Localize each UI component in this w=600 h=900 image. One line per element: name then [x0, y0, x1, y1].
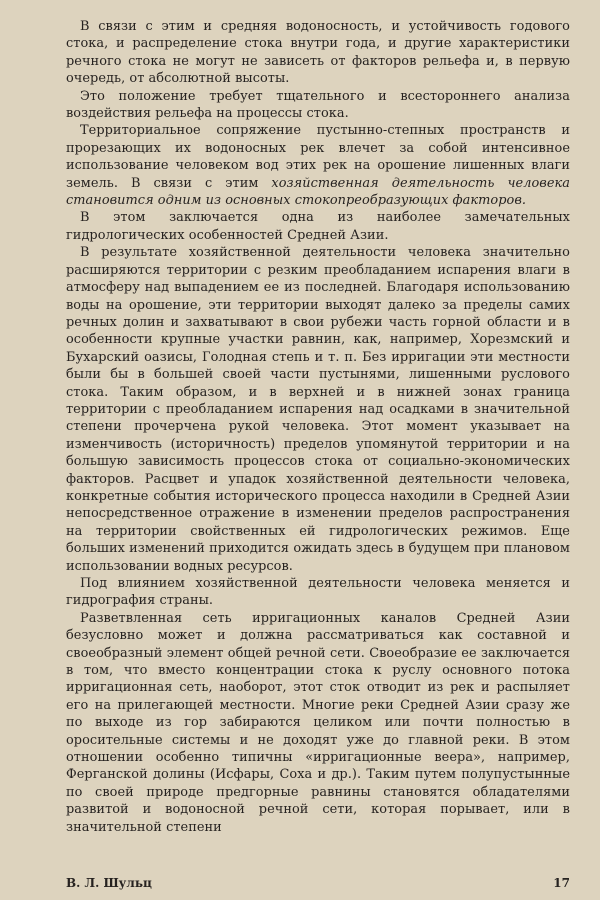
- paragraph-2: Это положение требует тщательного и всестороннего анализа воздействия рельефа на процессы стока.: [66, 88, 570, 122]
- paragraph-3: Территориальное сопряжение пустынно-степных пространств и прорезающих их водоносных рек влечет за собой интенсивное использование человеком вод этих рек на орошение лишенных влаги земель. В связи с этим хозяйственная деятельность человека становится одним из основных стокопреобразующих факторов.: [66, 123, 571, 209]
- paragraph-6: Под влиянием хозяйственной деятельности человека меняется и гидрография страны.: [66, 576, 570, 609]
- page-footer: [66, 876, 570, 890]
- paragraph-4: В этом заключается одна из наиболее замечательных гидрологических особенностей Средней Азии.: [66, 210, 570, 243]
- paragraph-1: В связи с этим и средняя водоносность, и устойчивость годового стока, и распределение стока внутри года, и другие характеристики речного стока не могут не зависеть от факторов рельефа и, в первую очередь, от абсолютной высоты.: [66, 19, 570, 87]
- italic-emphasis: хозяйственная деятельность человека становится одним из основных стокопреобразующих факторов.: [66, 175, 571, 209]
- paragraph-5: В результате хозяйственной деятельности человека значительно расширяются территории с резким преобладанием испарения влаги в атмосферу над выпадением ее из последней. Благодаря использованию воды на орошение, эти территории выходят далеко за пределы самих речных долин и захватывают в свои рубежи часть горной области и в особенности крупные участки равнин, как, например, Хорезмский и Бухарский оазисы, Голодная степь и т. п. Без ирригации эти местности были бы в большей своей части пустынями, лишенными руслового стока. Таким образом, и в верхней и в нижней зонах граница территории с преобладанием испарения над осадками в значительной степени прочерчена рукой человека. Этот момент указывает на изменчивость (историчность) пределов упомянутой территории и на большую зависимость процессов стока от социально-экономических факторов. Расцвет и упадок хозяйственной деятельности человека, конкретные события исторического процесса находили в Средней Азии непосредственное отражение в изменении пределов распространения на территории свойственных ей гидрологических режимов. Еще больших изменений приходится ожидать здесь в будущем при плановом использовании водных ресурсов.: [66, 245, 570, 574]
- author-name: В. Л. Шульц: [66, 876, 152, 890]
- body-text: [66, 18, 570, 836]
- page-number: 17: [553, 876, 570, 890]
- paragraph-7: Разветвленная сеть ирригационных каналов Средней Азии безусловно может и должна рассматриваться как составной и своеобразный элемент общей речной сети. Своеобразие ее заключается в том, что вместо концентрации стока к руслу основного потока ирригационная сеть, наоборот, этот сток отводит из рек и распыляет его на прилегающей местности. Многие реки Средней Азии сразу же по выходе из гор забираются целиком или почти полностью в оросительные системы и не доходят уже до главной реки. В этом отношении особенно типичны «ирригационные веера», например, Ферганской долины (Исфары, Соха и др.). Таким путем полупустынные по своей природе предгорные равнины становятся обладателями развитой и водоносной речной сети, которая порывает, или в значительной степени: [66, 610, 570, 835]
